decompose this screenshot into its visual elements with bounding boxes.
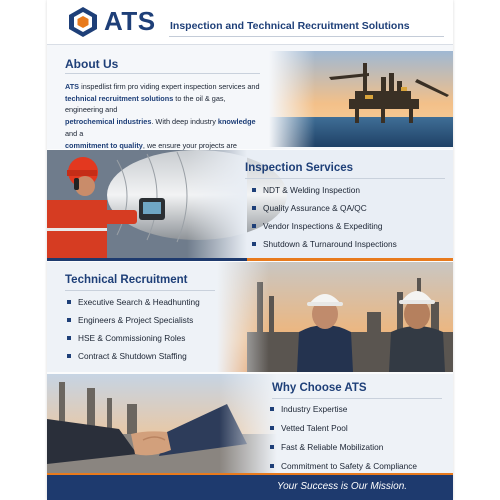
mission-statement: Your Success is Our Mission. <box>277 481 408 492</box>
about-text-3: . With deep industry <box>151 117 218 127</box>
brand-name: ATS <box>104 6 156 36</box>
about-text-3b: and a <box>65 128 84 138</box>
about-text-4: , we ensure your projects are <box>142 140 237 150</box>
list-item: Shutdown & Turnaround Inspections <box>252 239 397 249</box>
why-title: Why Choose ATS <box>272 382 367 394</box>
recruitment-title-rule <box>65 290 215 291</box>
list-item: Vetted Talent Pool <box>270 423 417 433</box>
about-title: About Us <box>65 57 119 71</box>
brochure-page <box>47 0 453 500</box>
why-title-rule <box>272 398 442 399</box>
inspection-title: Inspection Services <box>245 162 354 174</box>
offshore-rig-photo <box>269 51 453 147</box>
tagline-rule <box>169 36 444 37</box>
about-text-2: to the oil & gas, engineering and <box>65 93 226 115</box>
inspection-section <box>47 150 453 260</box>
recruitment-list <box>67 297 200 361</box>
divider-accent <box>247 258 453 261</box>
recruitment-section <box>47 262 453 372</box>
list-item: NDT & Welding Inspection <box>252 185 397 195</box>
inspection-list <box>252 185 397 249</box>
list-item: Quality Assurance & QA/QC <box>252 203 397 213</box>
list-item: Executive Search & Headhunting <box>67 297 200 307</box>
tagline: Inspection and Technical Recruitment Solutions <box>170 20 410 32</box>
about-section <box>47 45 453 149</box>
inspector-pipe-photo <box>47 150 247 260</box>
list-item: HSE & Commissioning Roles <box>67 333 200 343</box>
ats-logo-hexagon-icon <box>67 6 99 38</box>
list-item: Vendor Inspections & Expediting <box>252 221 397 231</box>
header <box>47 0 453 45</box>
engineers-refinery-photo <box>217 262 453 372</box>
about-emph-2: technical recruitment solutions <box>65 93 174 103</box>
inspection-title-rule <box>245 178 445 179</box>
about-text-1: inspedlist firm pro viding expert inspection services and <box>79 82 260 91</box>
list-item: Fast & Reliable Mobilization <box>270 442 417 452</box>
list-item: Commitment to Safety & Compliance <box>270 461 417 471</box>
brand-logo-text <box>104 8 156 34</box>
about-title-rule <box>65 73 260 74</box>
list-item: Engineers & Project Specialists <box>67 315 200 325</box>
about-emph-4: commitment to quality <box>65 140 143 150</box>
recruitment-title: Technical Recruitment <box>65 274 188 286</box>
list-item: Industry Expertise <box>270 404 417 414</box>
why-list <box>270 404 417 471</box>
about-emph-3: petrochemical industries <box>65 117 152 127</box>
about-emph-3b: knowledge <box>217 117 256 127</box>
list-item: Contract & Shutdown Staffing <box>67 351 200 361</box>
about-brand: ATS <box>65 82 80 91</box>
